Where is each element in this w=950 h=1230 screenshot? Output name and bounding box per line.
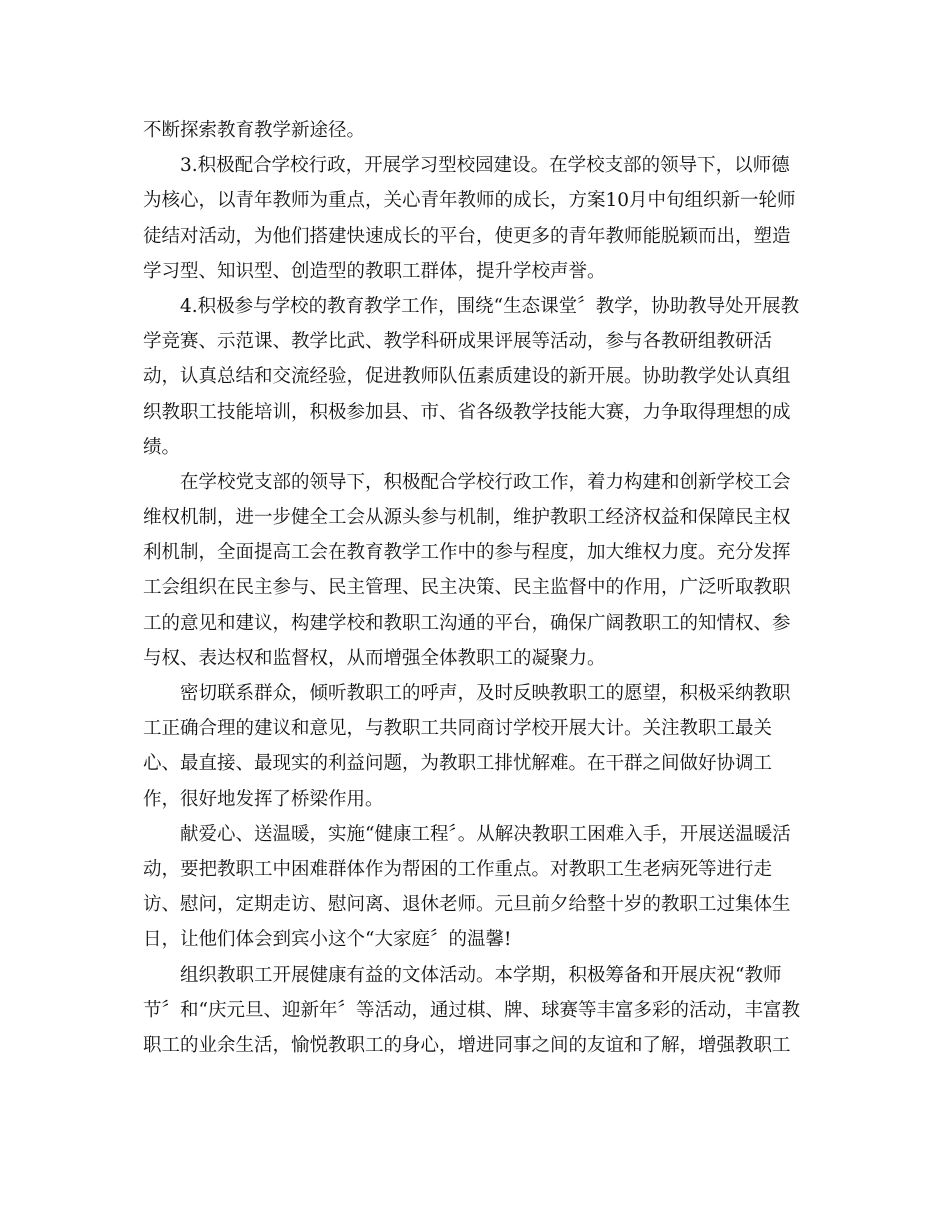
- text-line: 3.积极配合学校行政，开展学习型校园建设。在学校支部的领导下，以师德: [180, 155, 790, 177]
- text-line: 4.积极参与学校的教育教学工作，围绕“生态课堂〞教学，协助教导处开展教: [180, 295, 800, 317]
- text-line: 作，很好地发挥了桥梁作用。: [143, 788, 384, 810]
- text-line: 工正确合理的建议和意见，与教职工共同商讨学校开展大计。关注教职工最关: [143, 718, 773, 740]
- text-line: 不断探索教育教学新途径。: [143, 120, 366, 141]
- text-line: 在学校党支部的领导下，积极配合学校行政工作，着力构建和创新学校工会: [180, 471, 791, 493]
- text-line: 献爱心、送温暖，实施“健康工程〞。从解决教职工困难入手，开展送温暖活: [180, 823, 791, 845]
- text-line: 节〞和“庆元旦、迎新年〞等活动，通过棋、牌、球赛等丰富多彩的活动，丰富教: [143, 999, 800, 1021]
- text-line: 学习型、知识型、创造型的教职工群体，提升学校声誉。: [143, 260, 606, 282]
- text-line: 利机制，全面提高工会在教育教学工作中的参与程度，加大维权力度。充分发挥: [143, 542, 791, 564]
- text-line: 日，让他们体会到宾小这个“大家庭〞的温馨!: [143, 929, 512, 951]
- text-line: 密切联系群众，倾听教职工的呼声，及时反映教职工的愿望，积极采纳教职: [180, 683, 791, 704]
- text-line: 与权、表达权和监督权，从而增强全体教职工的凝聚力。: [143, 647, 606, 669]
- text-line: 绩。: [143, 436, 181, 458]
- text-line: 工会组织在民主参与、民主管理、民主决策、民主监督中的作用，广泛听取教职: [143, 577, 791, 599]
- text-line: 维权机制，进一步健全工会从源头参与机制，维护教职工经济权益和保障民主权: [143, 507, 791, 529]
- text-line: 职工的业余生活，愉悦教职工的身心，增进同事之间的友谊和了解，增强教职工: [143, 1034, 791, 1056]
- text-line: 织教职工技能培训，积极参加县、市、省各级教学技能大赛，力争取得理想的成: [143, 401, 791, 423]
- text-line: 心、最直接、最现实的利益问题，为教职工排忧解难。在干群之间做好协调工: [143, 753, 773, 775]
- text-line: 访、慰问，定期走访、慰问离、退休老师。元旦前夕给整十岁的教职工过集体生: [143, 894, 791, 916]
- text-line: 徒结对活动，为他们搭建快速成长的平台，使更多的青年教师能脱颖而出，塑造: [143, 225, 791, 247]
- text-line: 为核心，以青年教师为重点，关心青年教师的成长，方案10月中旬组织新一轮师: [143, 190, 796, 212]
- text-line: 学竞赛、示范课、教学比武、教学科研成果评展等活动，参与各教研组教研活: [143, 331, 773, 353]
- text-line: 工的意见和建议，构建学校和教职工沟通的平台，确保广阔教职工的知情权、参: [143, 612, 791, 634]
- text-line: 动，认真总结和交流经验，促进教师队伍素质建设的新开展。协助教学处认真组: [143, 366, 791, 388]
- text-line: 动，要把教职工中困难群体作为帮困的工作重点。对教职工生老病死等进行走: [143, 858, 773, 880]
- document-body: [143, 113, 815, 1063]
- text-line: 组织教职工开展健康有益的文体活动。本学期，积极筹备和开展庆祝“教师: [180, 964, 782, 986]
